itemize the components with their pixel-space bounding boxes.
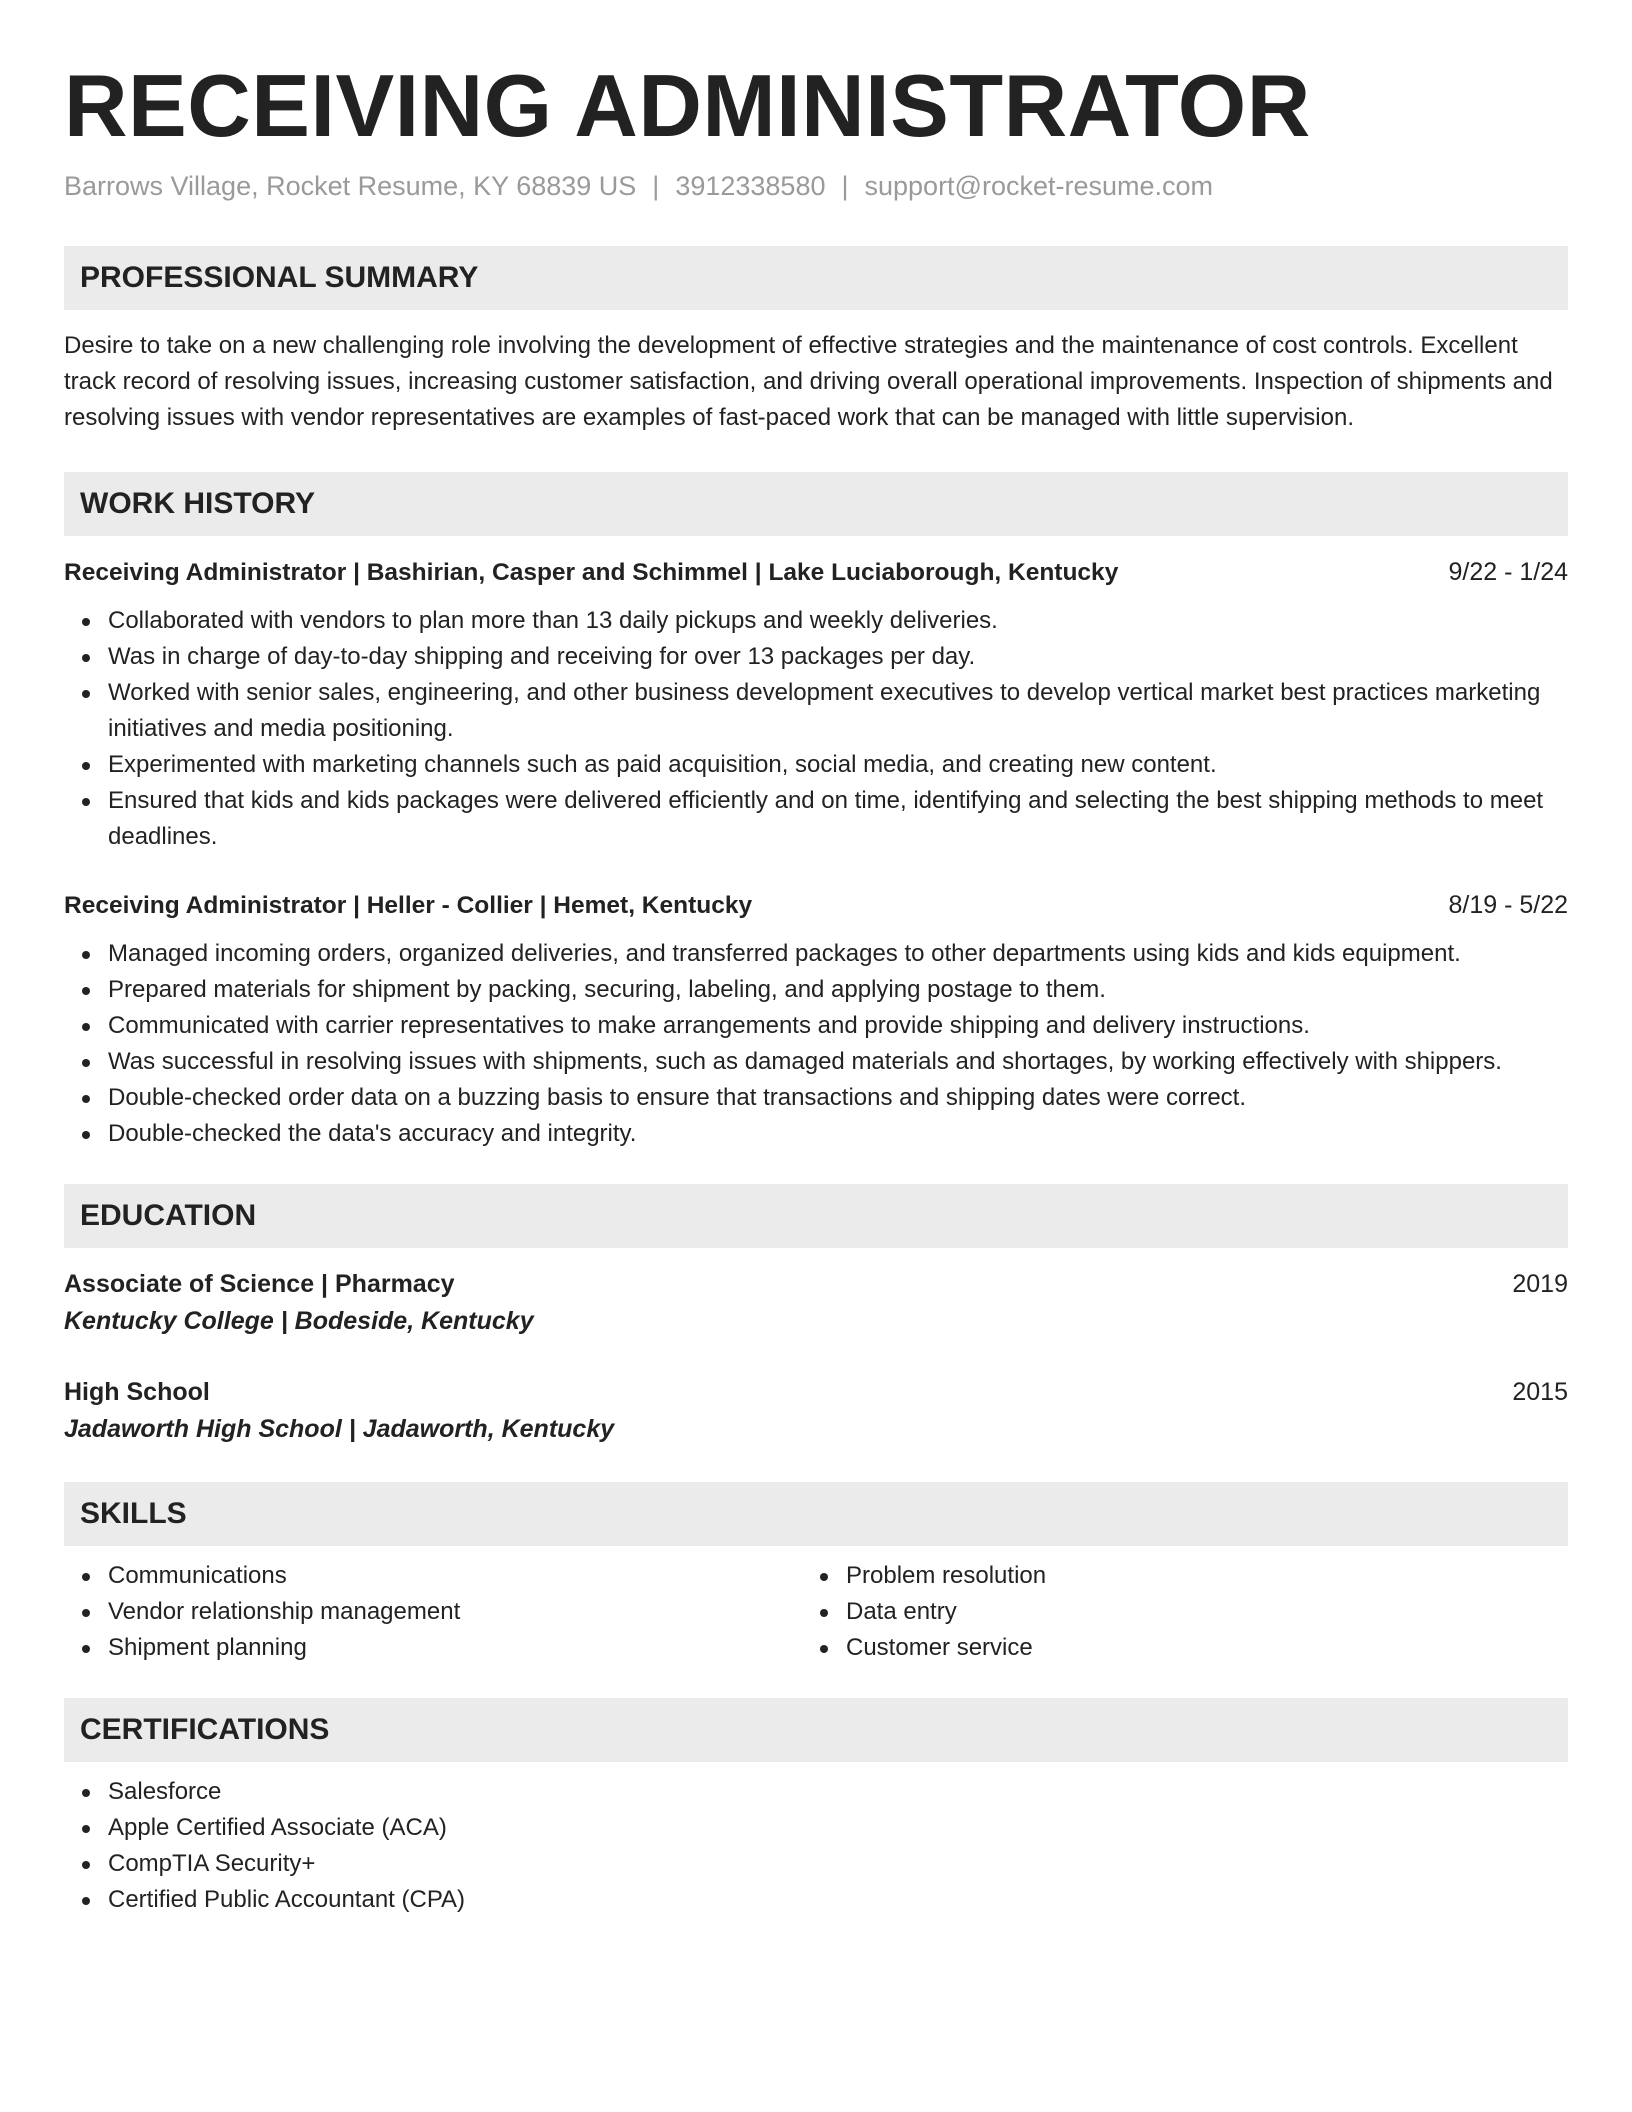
education-school: Kentucky College | Bodeside, Kentucky bbox=[64, 1307, 534, 1335]
job-header bbox=[64, 554, 1568, 591]
education-year: 2015 bbox=[1512, 1378, 1568, 1406]
education-year: 2019 bbox=[1512, 1270, 1568, 1298]
job-title: Receiving Administrator | Bashirian, Casper and Schimmel | Lake Luciaborough, Kentucky bbox=[64, 559, 1119, 586]
skill-item: Shipment planning bbox=[108, 1630, 802, 1666]
contact-address: Barrows Village, Rocket Resume, KY 68839 US bbox=[64, 171, 637, 201]
education-degree: High School bbox=[64, 1378, 210, 1406]
contact-line bbox=[64, 168, 1568, 204]
skill-item: Communications bbox=[108, 1558, 802, 1594]
section-heading-work-history: WORK HISTORY bbox=[64, 472, 1568, 536]
work-history-section bbox=[64, 472, 1568, 1152]
job-bullet: Collaborated with vendors to plan more than 13 daily pickups and weekly deliveries. bbox=[108, 603, 1568, 639]
education-header bbox=[64, 1374, 1568, 1410]
section-heading-summary: PROFESSIONAL SUMMARY bbox=[64, 246, 1568, 310]
contact-separator: | bbox=[841, 171, 849, 201]
contact-separator: | bbox=[652, 171, 660, 201]
education-degree: Associate of Science | Pharmacy bbox=[64, 1270, 455, 1298]
job-bullets bbox=[64, 603, 1568, 855]
resume-name: RECEIVING ADMINISTRATOR bbox=[64, 56, 1311, 155]
skill-item: Data entry bbox=[846, 1594, 1046, 1630]
contact-phone: 3912338580 bbox=[675, 171, 826, 201]
education-entry bbox=[64, 1374, 1568, 1448]
job-bullet: Experimented with marketing channels such as paid acquisition, social media, and creating new content. bbox=[108, 747, 1568, 783]
job-title: Receiving Administrator | Heller - Collier | Hemet, Kentucky bbox=[64, 892, 753, 919]
job-bullet: Double-checked the data's accuracy and integrity. bbox=[108, 1116, 1568, 1152]
certification-item: CompTIA Security+ bbox=[108, 1846, 1568, 1882]
skills-section bbox=[64, 1482, 1568, 1666]
section-heading-certifications: CERTIFICATIONS bbox=[64, 1698, 1568, 1762]
job-bullet: Was in charge of day-to-day shipping and receiving for over 13 packages per day. bbox=[108, 639, 1568, 675]
certifications-list bbox=[64, 1774, 1568, 1918]
contact-email: support@rocket-resume.com bbox=[864, 171, 1214, 201]
job-bullets bbox=[64, 936, 1568, 1152]
education-entry bbox=[64, 1266, 1568, 1340]
job-dates: 9/22 - 1/24 bbox=[1448, 558, 1568, 586]
skills-column-left bbox=[64, 1558, 802, 1666]
job-bullet: Prepared materials for shipment by packing, securing, labeling, and applying postage to them. bbox=[108, 972, 1568, 1008]
job-entry bbox=[64, 887, 1568, 1152]
certifications-section bbox=[64, 1698, 1568, 1918]
job-bullet: Double-checked order data on a buzzing basis to ensure that transactions and shipping dates were correct. bbox=[108, 1080, 1568, 1116]
section-heading-skills: SKILLS bbox=[64, 1482, 1568, 1546]
skill-item: Problem resolution bbox=[846, 1558, 1046, 1594]
job-dates: 8/19 - 5/22 bbox=[1448, 891, 1568, 919]
skill-item: Customer service bbox=[846, 1630, 1046, 1666]
skills-grid bbox=[64, 1558, 1568, 1666]
job-header bbox=[64, 887, 1568, 924]
job-bullet: Communicated with carrier representatives to make arrangements and provide shipping and delivery instructions. bbox=[108, 1008, 1568, 1044]
certification-item: Salesforce bbox=[108, 1774, 1568, 1810]
education-section bbox=[64, 1184, 1568, 1448]
education-header bbox=[64, 1266, 1568, 1302]
job-bullet: Was successful in resolving issues with shipments, such as damaged materials and shortages, by working effectively with shippers. bbox=[108, 1044, 1568, 1080]
summary-text: Desire to take on a new challenging role involving the development of effective strategies and the maintenance of cost controls. Excellent track record of resolving issues, increasing customer satisfaction, and driving overall operational improvements. Inspection of shipments and resolving issues with vendor representatives are examples of fast-paced work that can be managed with little supervision. bbox=[64, 332, 1553, 431]
job-entry bbox=[64, 554, 1568, 855]
skills-column-right bbox=[802, 1558, 1046, 1666]
skill-item: Vendor relationship management bbox=[108, 1594, 802, 1630]
job-bullet: Managed incoming orders, organized deliveries, and transferred packages to other departments using kids and kids equipment. bbox=[108, 936, 1568, 972]
section-heading-education: EDUCATION bbox=[64, 1184, 1568, 1248]
certification-item: Apple Certified Associate (ACA) bbox=[108, 1810, 1568, 1846]
education-school: Jadaworth High School | Jadaworth, Kentucky bbox=[64, 1415, 615, 1443]
job-bullet: Ensured that kids and kids packages were delivered efficiently and on time, identifying and selecting the best shipping methods to meet deadlines. bbox=[108, 783, 1568, 855]
summary-section bbox=[64, 246, 1568, 436]
certification-item: Certified Public Accountant (CPA) bbox=[108, 1882, 1568, 1918]
job-bullet: Worked with senior sales, engineering, and other business development executives to develop vertical market best practices marketing initiatives and media positioning. bbox=[108, 675, 1568, 747]
